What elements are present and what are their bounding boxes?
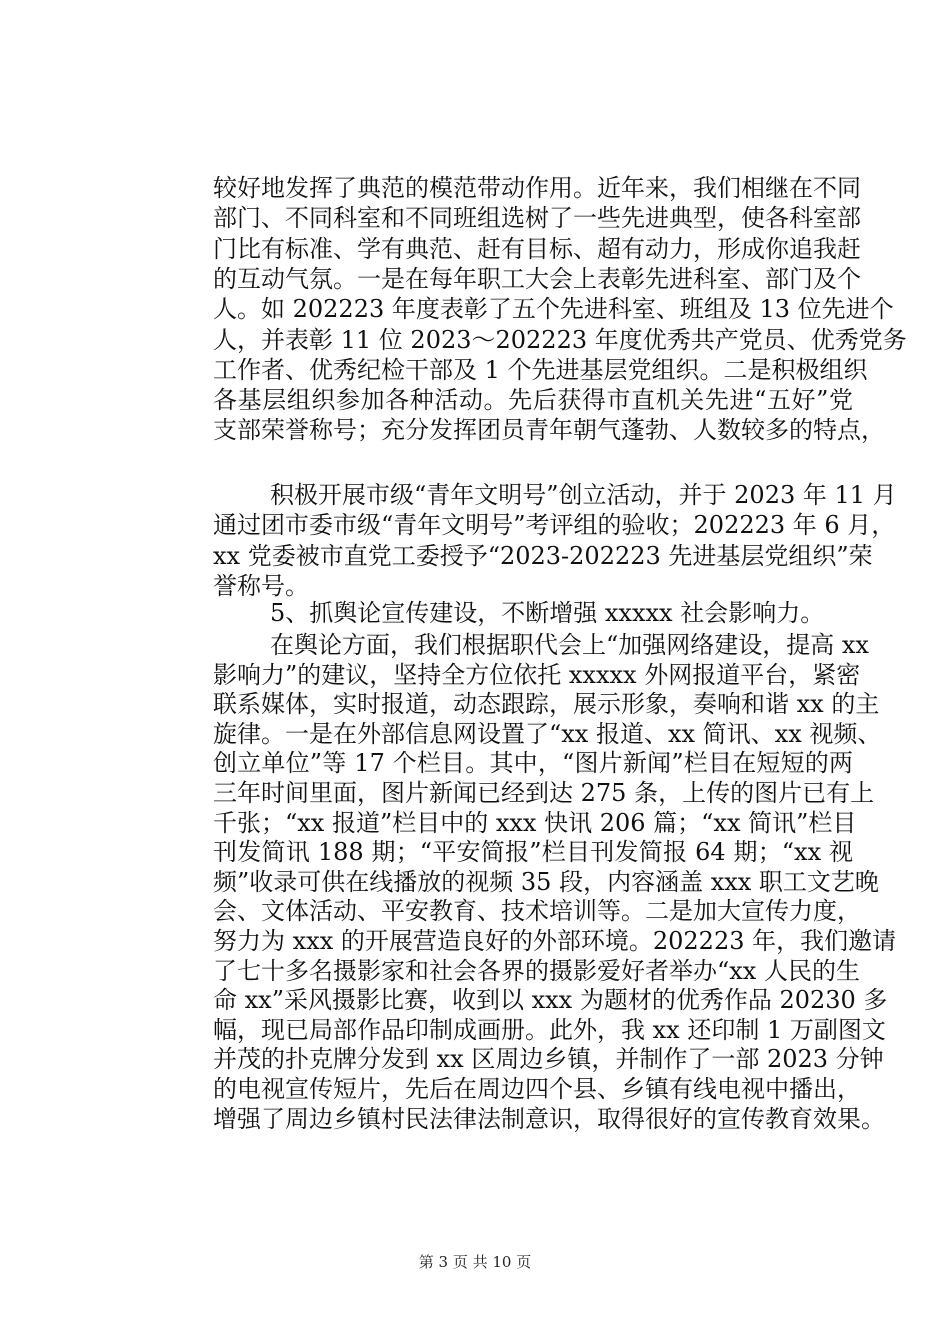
paragraph-line: 旋律。一是在外部信息网设置了“xx 报道、xx 简讯、xx 视频、 [213, 719, 882, 748]
paragraph-line: 联系媒体，实时报道，动态跟踪，展示形象，奏响和谐 xx 的主 [213, 690, 880, 719]
paragraph-line: 的互动气氛。一是在每年职工大会上表彰先进科室、部门及个 [213, 264, 861, 293]
paragraph-line: 誉称号。 [213, 571, 309, 600]
paragraph-line: 千张；“xx 报道”栏目中的 xxx 快讯 206 篇；“xx 简讯”栏目 [213, 808, 857, 837]
paragraph-line: 幅，现已局部作品印制成画册。此外，我 xx 还印制 1 万副图文 [213, 1015, 886, 1044]
paragraph-line: 努力为 xxx 的开展营造良好的外部环境。202223 年，我们邀请 [213, 927, 897, 955]
paragraph-line: 影响力”的建议，坚持全方位依托 xxxxx 外网报道平台，紧密 [213, 660, 861, 689]
paragraph-line: 创立单位”等 17 个栏目。其中，“图片新闻”栏目在短短的两 [213, 749, 853, 778]
paragraph-line: 刊发简讯 188 期；“平安简报”栏目刊发简报 64 期；“xx 视 [213, 838, 853, 867]
paragraph-line: 在舆论方面，我们根据职代会上“加强网络建设，提高 xx [270, 631, 869, 659]
paragraph-line: 门比有标准、学有典范、赶有目标、超有动力，形成你追我赶 [213, 234, 861, 263]
paragraph-line: 三年时间里面，图片新闻已经到达 275 条，上传的图片已有上 [213, 779, 875, 807]
paragraph-line: 通过团市委市级“青年文明号”考评组的验收；202223 年 6 月， [213, 511, 896, 540]
section-heading: 5、抓舆论宣传建设，不断增强 xxxxx 社会影响力。 [270, 599, 825, 627]
paragraph-line: 了七十多名摄影家和社会各界的摄影爱好者举办“xx 人民的生 [213, 956, 860, 985]
paragraph-line: 各基层组织参加各种活动。先后获得市直机关先进“五好”党 [213, 386, 853, 415]
paragraph-line: 的电视宣传短片，先后在周边四个县、乡镇有线电视中播出， [213, 1075, 861, 1103]
paragraph-line: 支部荣誉称号；充分发挥团员青年朝气蓬勃、人数较多的特点， [213, 416, 885, 445]
page-number: 第 3 页 共 10 页 [418, 1253, 532, 1271]
paragraph-line: 人，并表彰 11 位 2023～202223 年度优秀共产党员、优秀党务 [213, 325, 907, 354]
paragraph-line: 部门、不同科室和不同班组选树了一些先进典型，使各科室部 [213, 204, 861, 233]
paragraph-line: 较好地发挥了典范的模范带动作用。近年来，我们相继在不同 [213, 174, 861, 202]
paragraph-line: 并茂的扑克牌分发到 xx 区周边乡镇，并制作了一部 2023 分钟 [213, 1045, 884, 1074]
paragraph-line: 积极开展市级“青年文明号”创立活动，并于 2023 年 11 月 [270, 481, 897, 509]
paragraph-line: xx 党委被市直党工委授予“2023-202223 先进基层党组织”荣 [213, 541, 873, 570]
paragraph-line: 频”收录可供在线播放的视频 35 段，内容涵盖 xxx 职工文艺晚 [213, 867, 879, 896]
paragraph-line: 人。如 202223 年度表彰了五个先进科室、班组及 13 位先进个 [213, 295, 894, 324]
paragraph-line: 命 xx”采风摄影比赛，收到以 xxx 为题材的优秀作品 20230 多 [213, 986, 888, 1015]
paragraph-line: 会、文体活动、平安教育、技术培训等。二是加大宣传力度， [213, 897, 861, 926]
paragraph-line: 增强了周边乡镇村民法律法制意识，取得很好的宣传教育效果。 [213, 1104, 885, 1133]
paragraph-line: 工作者、优秀纪检干部及 1 个先进基层党组织。二是积极组织 [213, 355, 868, 384]
